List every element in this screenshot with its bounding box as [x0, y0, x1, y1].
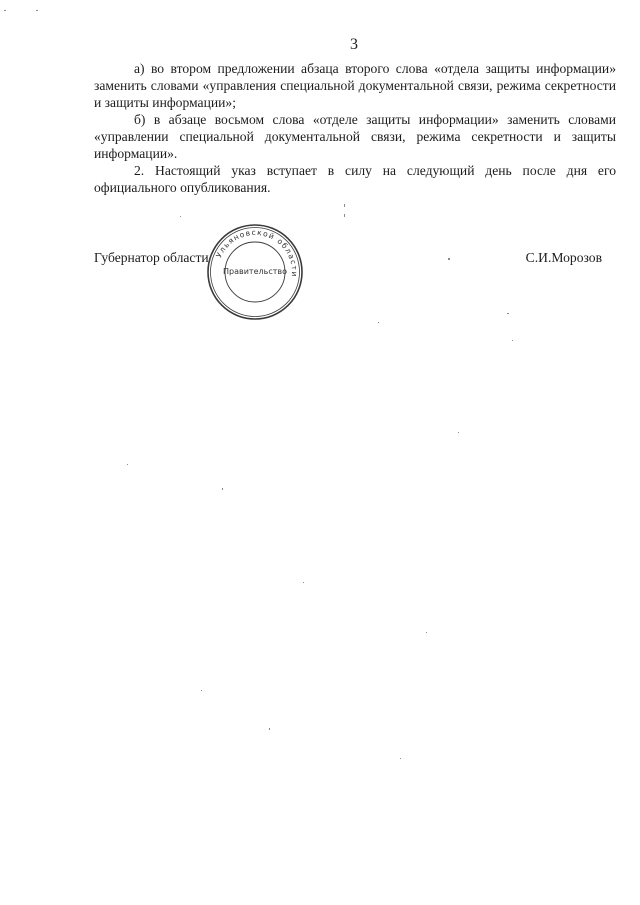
scan-speck	[303, 582, 304, 583]
official-seal-stamp	[205, 222, 305, 322]
seal-ring-text: Ульяновской области	[214, 227, 300, 278]
signer-position: Губернатор области	[94, 250, 209, 265]
scan-speck	[222, 488, 223, 490]
scan-speck	[127, 464, 128, 465]
scan-speck	[507, 313, 509, 314]
page-number: 3	[350, 36, 358, 53]
scan-speck	[4, 10, 6, 11]
scan-speck	[269, 728, 270, 730]
seal-center-text: Правительство	[223, 267, 287, 276]
scan-speck	[344, 204, 345, 207]
scan-speck	[378, 322, 379, 323]
scan-speck	[458, 432, 459, 433]
signer-name: С.И.Морозов	[525, 250, 602, 265]
scan-speck	[344, 214, 345, 217]
scan-speck	[180, 216, 181, 217]
scan-speck	[201, 690, 202, 691]
amendment-paragraph-b: б) в абзаце восьмом слова «отделе защиты информации» заменить словами «управлении специальной документальной связи, режима секретности и защиты информации».	[94, 112, 616, 161]
scan-speck	[426, 632, 427, 633]
amendment-paragraph-a: а) во втором предложении абзаца второго слова «отдела защиты информации» заменить словами «управления специальной документальной связи, режима секретности и защиты информации»;	[94, 61, 616, 110]
scan-speck	[512, 340, 513, 341]
scan-speck	[36, 10, 38, 11]
scan-speck	[448, 258, 450, 260]
effective-date-paragraph: 2. Настоящий указ вступает в силу на следующий день после дня его официального опубликования.	[94, 163, 616, 195]
scan-speck	[400, 758, 401, 759]
